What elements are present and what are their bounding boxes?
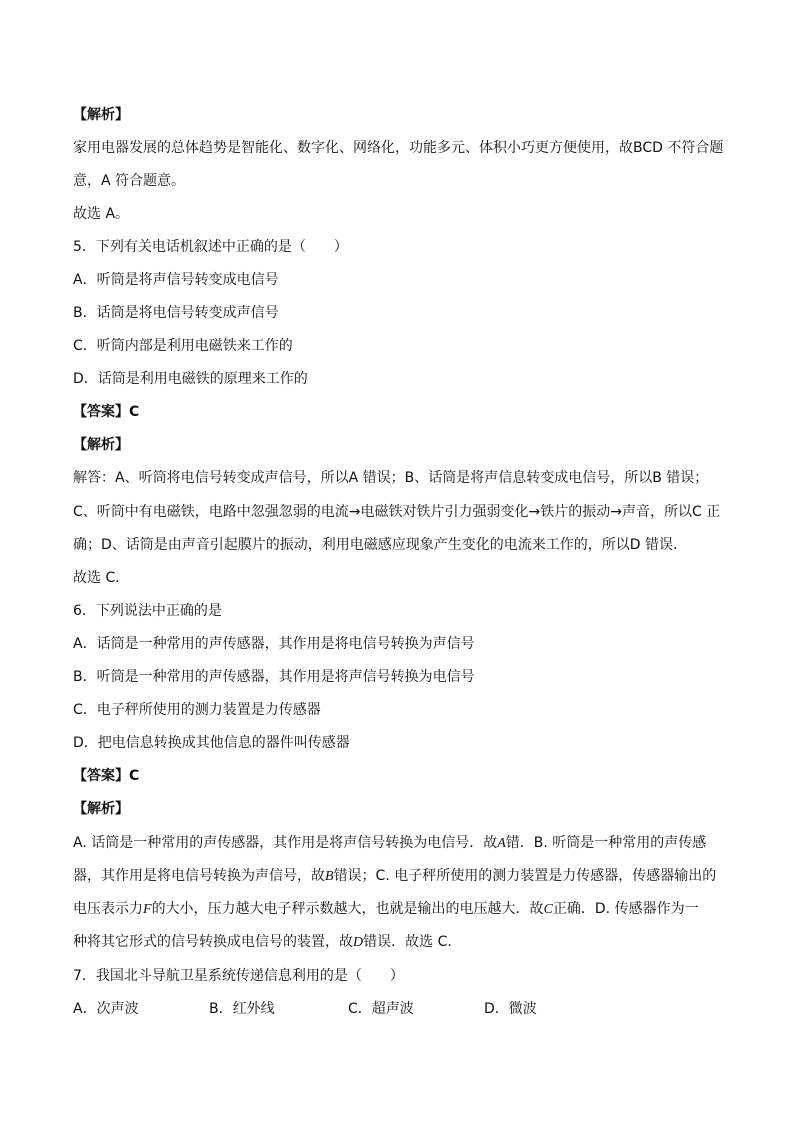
q6-option-c: C．电子秤所使用的测力装置是力传感器 [73, 702, 321, 718]
q6-option-d: D．把电信息转换成其他信息的器件叫传感器 [73, 735, 350, 751]
var-a: A [497, 836, 506, 851]
q5-analysis-label: 【解析】 [73, 437, 129, 453]
q4-analysis-label: 【解析】 [73, 107, 129, 123]
var-d: D [353, 935, 364, 950]
q6-explanation-line-1: A. 话筒是一种常用的声传感器，其作用是将声信号转换为电信号．故A错．B. 听筒是一种常用的声传感 [73, 835, 707, 851]
var-c: C [543, 902, 553, 917]
q7-option-d: D．微波 [484, 1001, 537, 1017]
q5-answer: 【答案】C [73, 404, 140, 420]
var-b: B [325, 869, 334, 884]
q6-answer: 【答案】C [73, 768, 140, 784]
q5-option-a: A．听筒是将声信号转变成电信号 [73, 272, 279, 288]
q4-explanation-line-2: 意，A 符合题意。 [73, 173, 186, 189]
q5-conclusion: 故选 C． [73, 570, 130, 586]
q5-option-c: C．听筒内部是利用电磁铁来工作的 [73, 338, 293, 354]
q5-option-b: B．话筒是将电信号转变成声信号 [73, 305, 279, 321]
q7-option-a: A．次声波 [73, 1001, 139, 1017]
q6-explanation-line-3: 电压表示力F的大小，压力越大电子秤示数越大，也就是输出的电压越大．故C正确．D. 传感器作为一 [73, 901, 699, 917]
q6-stem: 6．下列说法中正确的是 [73, 603, 222, 619]
q6-explanation-line-2: 器，其作用是将电信号转换为声信号，故B错误；C. 电子秤所使用的测力装置是力传感器，传感器输出的 [73, 868, 717, 884]
q5-option-d: D．话筒是利用电磁铁的原理来工作的 [73, 371, 308, 387]
q6-option-b: B．听筒是一种常用的声传感器，其作用是将声信号转换为电信号 [73, 669, 475, 685]
q7-option-b: B．红外线 [209, 1001, 275, 1017]
q4-conclusion: 故选 A。 [73, 206, 130, 222]
q7-options [73, 1000, 733, 1018]
q5-explanation-line-1: 解答：A、听筒将电信号转变成声信号，所以A 错误；B、话筒是将声信息转变成电信号，所以B 错误； [73, 470, 709, 486]
q5-explanation-line-3: 确；D、话筒是由声音引起膜片的振动，利用电磁感应现象产生变化的电流来工作的，所以D 错误． [73, 537, 688, 553]
q6-option-a: A．话筒是一种常用的声传感器，其作用是将电信号转换为声信号 [73, 636, 475, 652]
q4-explanation-line-1: 家用电器发展的总体趋势是智能化、数字化、网络化，功能多元、体积小巧更方便使用，故BCD 不符合题 [73, 140, 724, 156]
q7-option-c: C．超声波 [348, 1001, 414, 1017]
q5-stem: 5．下列有关电话机叙述中正确的是（ ） [73, 239, 348, 255]
q5-explanation-line-2: C、听筒中有电磁铁，电路中忽强忽弱的电流→电磁铁对铁片引力强弱变化→铁片的振动→声音，所以C 正 [73, 504, 721, 520]
q7-stem: 7．我国北斗导航卫星系统传递信息利用的是（ ） [73, 968, 404, 984]
q6-analysis-label: 【解析】 [73, 801, 129, 817]
q6-explanation-line-4: 种将其它形式的信号转换成电信号的装置，故D错误．故选 C. [73, 934, 452, 950]
var-f: F [143, 902, 152, 917]
